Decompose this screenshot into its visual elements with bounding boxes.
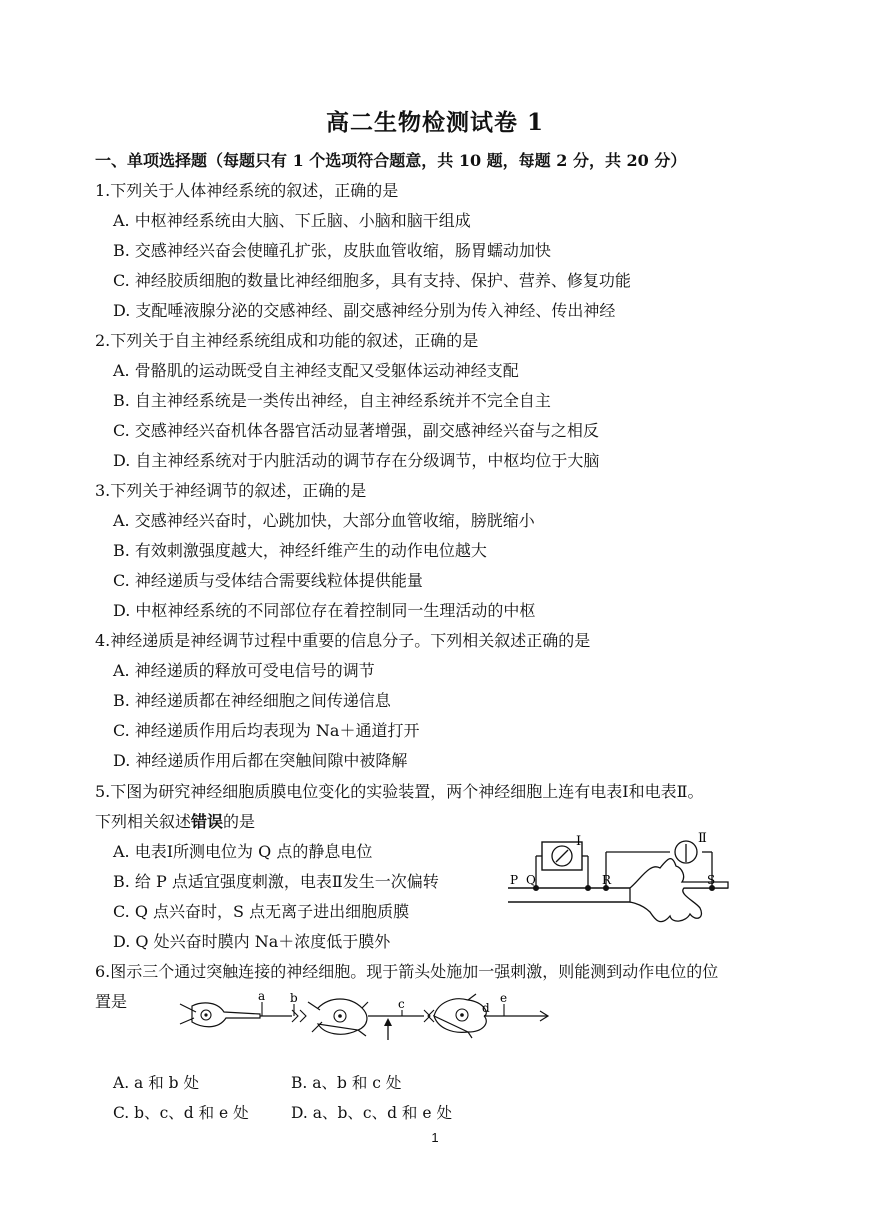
page-title: 高二生物检测试卷 1 xyxy=(325,109,544,136)
question-6-stem: 6.图示三个通过突触连接的神经细胞。现于箭头处施加一强刺激，则能测到动作电位的位 xyxy=(95,962,719,981)
question-6-option-d: D. a、b、c、d 和 e 处 xyxy=(291,1104,452,1122)
question-6-figure xyxy=(172,988,552,1040)
section-heading: 一、单项选择题（每题只有 1 个选项符合题意，共 10 题，每题 2 分，共 20 分） xyxy=(95,151,687,170)
question-5-figure xyxy=(500,832,736,932)
question-6-options-row-1 xyxy=(113,1073,401,1093)
label-b: b xyxy=(290,991,298,1005)
question-4-option-a: A. 神经递质的释放可受电信号的调节 xyxy=(113,661,375,680)
question-3-stem: 3.下列关于神经调节的叙述，正确的是 xyxy=(95,481,367,500)
question-3-option-a: A. 交感神经兴奋时，心跳加快，大部分血管收缩，膀胱缩小 xyxy=(113,511,535,530)
meter-2-label: Ⅱ xyxy=(698,832,707,846)
question-4-stem: 4.神经递质是神经调节过程中重要的信息分子。下列相关叙述正确的是 xyxy=(95,631,591,650)
point-q-label: Q xyxy=(526,873,536,887)
question-3-option-d: D. 中枢神经系统的不同部位存在着控制同一生理活动的中枢 xyxy=(113,601,536,620)
question-5-stem-line2 xyxy=(95,812,255,832)
question-4-option-c: C. 神经递质作用后均表现为 Na＋通道打开 xyxy=(113,721,420,740)
question-5-option-d: D. Q 处兴奋时膜内 Na＋浓度低于膜外 xyxy=(113,932,391,951)
question-5-stem-suffix: 的是 xyxy=(223,812,256,831)
question-6-option-a: A. a 和 b 处 xyxy=(113,1074,199,1092)
question-5-stem-emphasis: 错误 xyxy=(191,812,224,831)
question-2-stem: 2.下列关于自主神经系统组成和功能的叙述，正确的是 xyxy=(95,331,479,350)
question-2-option-b: B. 自主神经系统是一类传出神经，自主神经系统并不完全自主 xyxy=(113,391,551,410)
question-1-stem: 1.下列关于人体神经系统的叙述，正确的是 xyxy=(95,181,399,200)
question-6-stem-line2: 置是 xyxy=(95,992,128,1011)
label-c: c xyxy=(398,997,405,1011)
point-p-label: P xyxy=(510,873,519,887)
question-5-option-c: C. Q 点兴奋时，S 点无离子进出细胞质膜 xyxy=(113,902,410,921)
question-2-option-a: A. 骨骼肌的运动既受自主神经支配又受躯体运动神经支配 xyxy=(113,361,519,380)
label-d: d xyxy=(482,1001,490,1015)
question-1-option-a: A. 中枢神经系统由大脑、下丘脑、小脑和脑干组成 xyxy=(113,211,471,230)
question-2-option-c: C. 交感神经兴奋机体各器官活动显著增强，副交感神经兴奋与之相反 xyxy=(113,421,599,440)
question-5-option-a: A. 电表Ⅰ所测电位为 Q 点的静息电位 xyxy=(113,842,373,861)
point-r-label: R xyxy=(602,873,612,887)
question-1-option-d: D. 支配唾液腺分泌的交感神经、副交感神经分别为传入神经、传出神经 xyxy=(113,301,616,320)
label-a: a xyxy=(258,989,266,1003)
label-e: e xyxy=(500,991,508,1005)
question-5-stem-prefix: 下列相关叙述 xyxy=(95,812,192,831)
question-3-option-b: B. 有效刺激强度越大，神经纤维产生的动作电位越大 xyxy=(113,541,487,560)
question-6-option-b: B. a、b 和 c 处 xyxy=(291,1074,402,1092)
question-1-option-b: B. 交感神经兴奋会使瞳孔扩张，皮肤血管收缩，肠胃蠕动加快 xyxy=(113,241,551,260)
question-5-option-b: B. 给 P 点适宜强度刺激，电表Ⅱ发生一次偏转 xyxy=(113,872,439,891)
question-6-options-row-2 xyxy=(113,1103,452,1123)
meter-1-label: I xyxy=(576,834,582,849)
question-3-option-c: C. 神经递质与受体结合需要线粒体提供能量 xyxy=(113,571,423,590)
point-s-label: S xyxy=(707,873,716,887)
question-4-option-b: B. 神经递质都在神经细胞之间传递信息 xyxy=(113,691,391,710)
question-2-option-d: D. 自主神经系统对于内脏活动的调节存在分级调节，中枢均位于大脑 xyxy=(113,451,600,470)
page-number: 1 xyxy=(431,1130,439,1145)
neuron-1-body xyxy=(180,1003,260,1027)
question-4-option-d: D. 神经递质作用后都在突触间隙中被降解 xyxy=(113,751,408,770)
question-6-option-c: C. b、c、d 和 e 处 xyxy=(113,1104,249,1122)
question-1-option-c: C. 神经胶质细胞的数量比神经细胞多，具有支持、保护、营养、修复功能 xyxy=(113,271,631,290)
question-5-stem: 5.下图为研究神经细胞质膜电位变化的实验装置，两个神经细胞上连有电表Ⅰ和电表Ⅱ。 xyxy=(95,782,704,801)
